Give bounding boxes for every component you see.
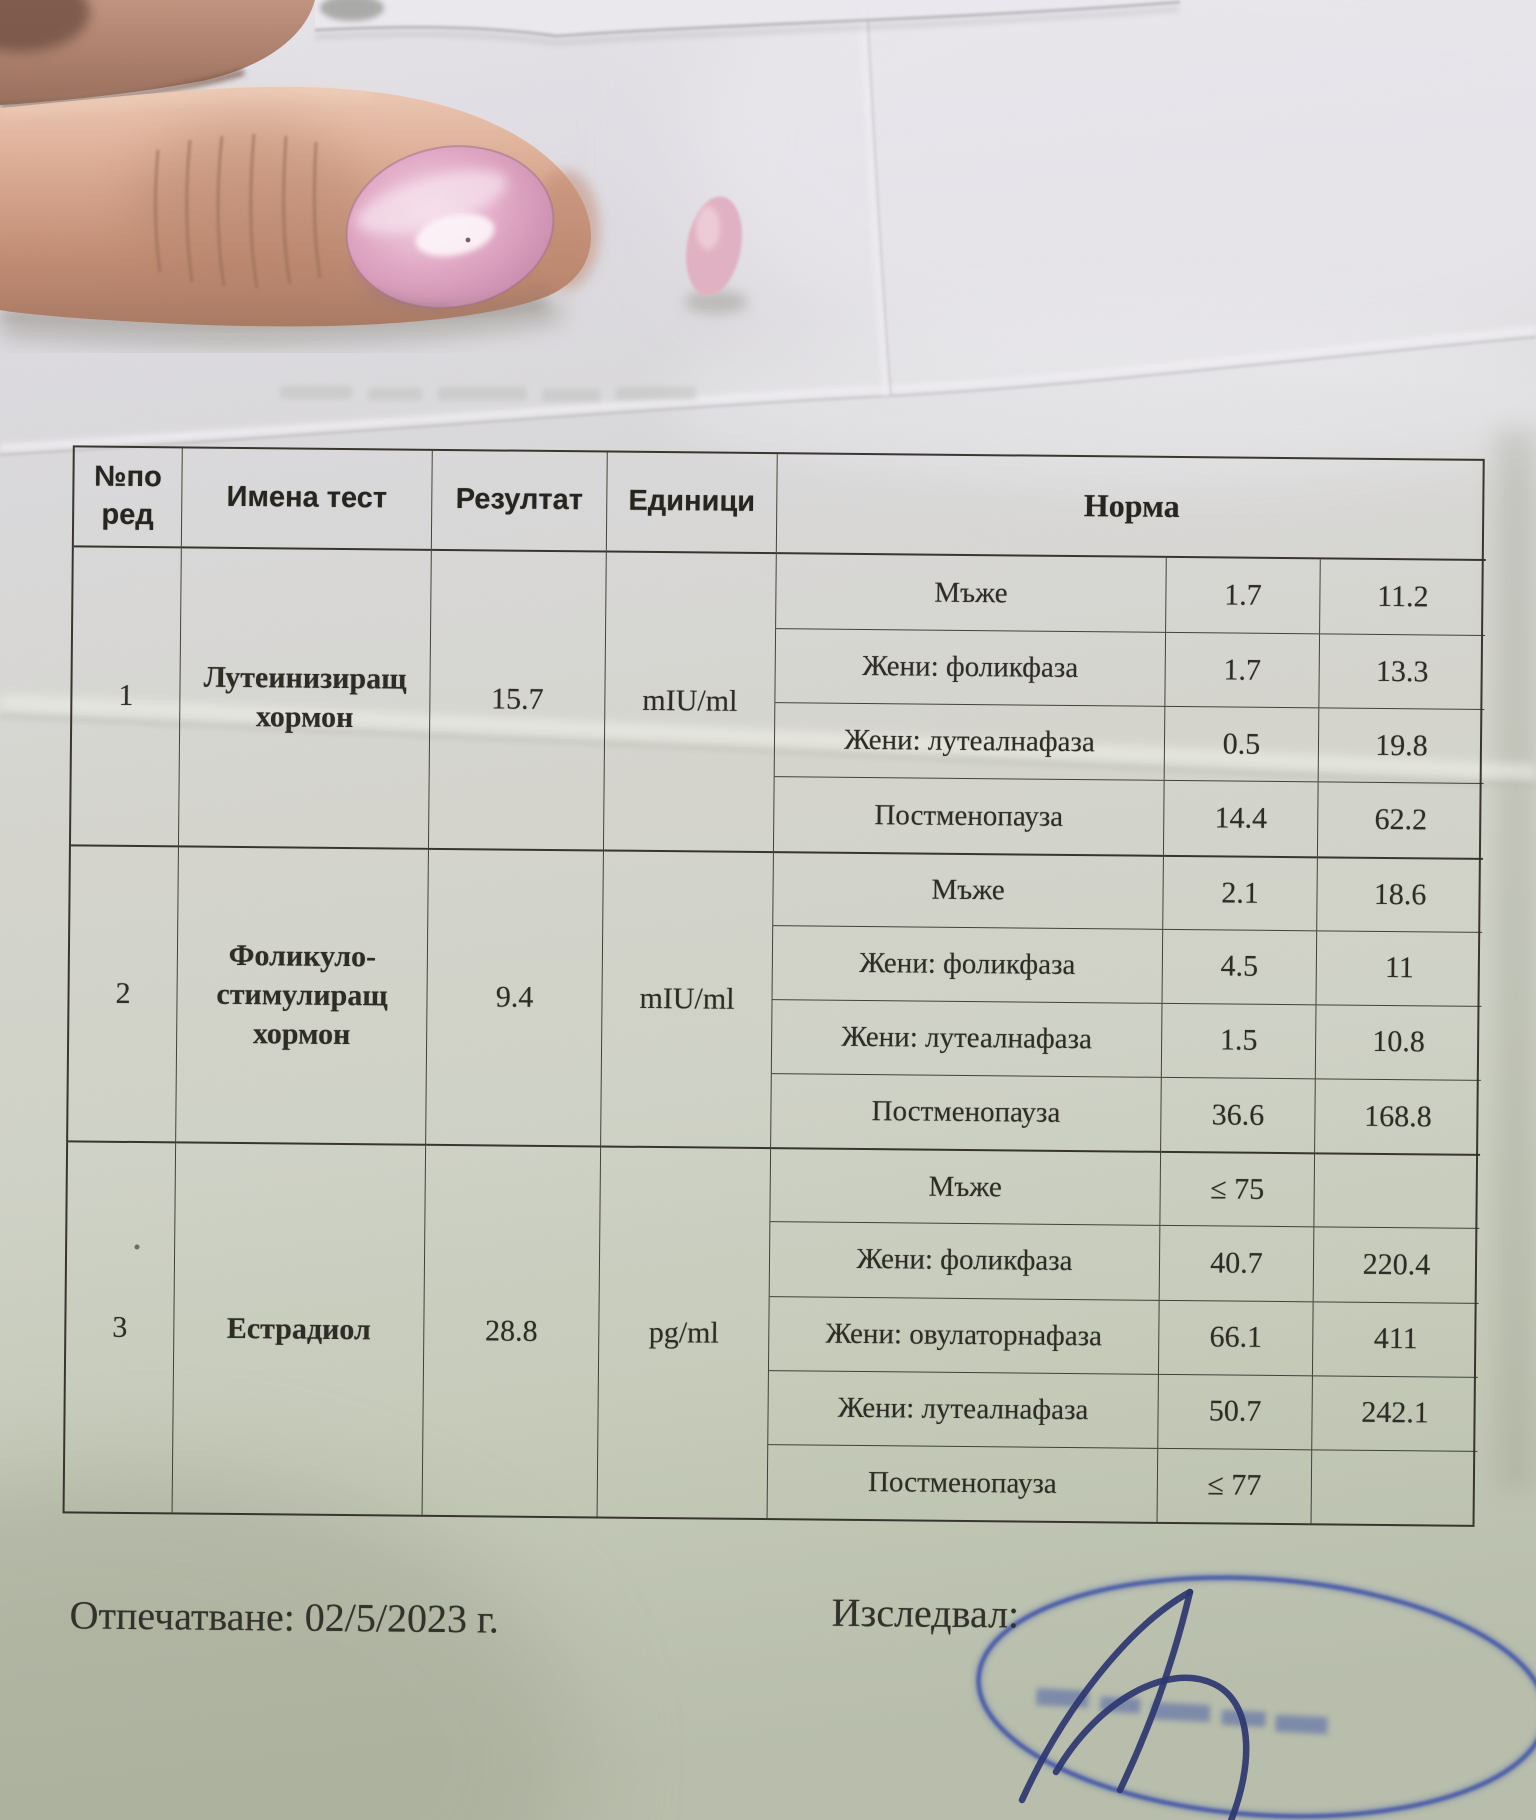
test-units-cell: pg/ml bbox=[598, 1146, 772, 1518]
norm-high bbox=[1314, 1153, 1480, 1229]
print-date-value: 02/5/2023 г. bbox=[304, 1594, 500, 1642]
norm-high: 10.8 bbox=[1316, 1004, 1482, 1080]
test-result-cell: 28.8 bbox=[423, 1144, 602, 1516]
norm-label: Жени: овулаторнафаза bbox=[769, 1296, 1160, 1374]
test-number-cell: 1 bbox=[71, 547, 182, 845]
norm-low: ≤ 75 bbox=[1160, 1151, 1315, 1227]
header-num: №по ред bbox=[74, 447, 183, 548]
norm-label: Постменопауза bbox=[774, 777, 1165, 855]
norm-high bbox=[1312, 1449, 1478, 1525]
norm-label: Постменопауза bbox=[771, 1073, 1162, 1151]
norm-label: Мъже bbox=[770, 1147, 1161, 1225]
examiner-line bbox=[831, 1589, 1019, 1638]
norm-label: Жени: фоликфаза bbox=[775, 628, 1166, 706]
norm-label: Мъже bbox=[776, 554, 1167, 632]
norm-label: Жени: фоликфаза bbox=[773, 925, 1164, 1003]
test-number-cell: 2 bbox=[68, 844, 179, 1142]
norm-low: ≤ 77 bbox=[1158, 1448, 1313, 1524]
norm-low: 2.1 bbox=[1163, 854, 1318, 930]
norm-high: 19.8 bbox=[1319, 708, 1485, 784]
norm-high: 62.2 bbox=[1318, 782, 1484, 858]
norm-low: 50.7 bbox=[1158, 1374, 1313, 1450]
norm-low: 1.7 bbox=[1165, 632, 1320, 708]
test-units-cell: mIU/ml bbox=[601, 849, 774, 1147]
norm-high: 11.2 bbox=[1377, 579, 1429, 614]
norm-high: 168.8 bbox=[1315, 1078, 1481, 1154]
norm-label: Жени: лутеалнафаза bbox=[768, 1370, 1159, 1448]
test-name-cell: Лутеинизиращ хормон bbox=[179, 548, 432, 847]
norm-label: Жени: лутеалнафаза bbox=[775, 702, 1166, 780]
norm-high: 242.1 bbox=[1312, 1375, 1478, 1451]
test-number-cell: 3 bbox=[65, 1141, 177, 1513]
norm-label: Жени: фоликфаза bbox=[770, 1221, 1161, 1299]
examiner-label: Изследвал: bbox=[831, 1589, 1020, 1637]
norm-low: 36.6 bbox=[1161, 1077, 1316, 1153]
results-table bbox=[63, 445, 1485, 1527]
norm-high: 220.4 bbox=[1314, 1227, 1480, 1303]
norm-high: 13.3 bbox=[1319, 634, 1485, 710]
norm-label: Жени: лутеалнафаза bbox=[772, 999, 1163, 1077]
header-test-name: Имена тест bbox=[182, 448, 433, 550]
norm-low: 1.7 bbox=[1166, 558, 1321, 634]
norm-label: Постменопауза bbox=[768, 1444, 1159, 1522]
norm-low: 40.7 bbox=[1160, 1225, 1315, 1301]
norm-low: 14.4 bbox=[1164, 780, 1319, 856]
norm-high: 411 bbox=[1313, 1301, 1479, 1377]
norm-low: 66.1 bbox=[1159, 1299, 1314, 1375]
test-units-cell: mIU/ml bbox=[604, 553, 777, 851]
print-date-label: Отпечатване: bbox=[69, 1592, 296, 1640]
header-result: Резултат bbox=[432, 451, 608, 553]
norm-low: 1.5 bbox=[1162, 1003, 1317, 1079]
norm-low: 0.5 bbox=[1165, 706, 1320, 782]
header-norm: Норма bbox=[777, 454, 1487, 561]
test-name-cell: Фоликуло-стимулиращ хормон bbox=[176, 845, 429, 1144]
norm-label: Мъже bbox=[773, 851, 1164, 929]
test-result-cell: 9.4 bbox=[426, 847, 604, 1145]
test-result-cell: 15.7 bbox=[429, 551, 607, 849]
header-units: Единици bbox=[607, 453, 778, 555]
print-date-line bbox=[69, 1591, 499, 1642]
test-name-cell: Естрадиол bbox=[173, 1142, 427, 1515]
norm-low: 4.5 bbox=[1163, 929, 1318, 1005]
norm-high: 11 bbox=[1317, 930, 1483, 1006]
norm-high: 18.6 bbox=[1317, 856, 1483, 932]
